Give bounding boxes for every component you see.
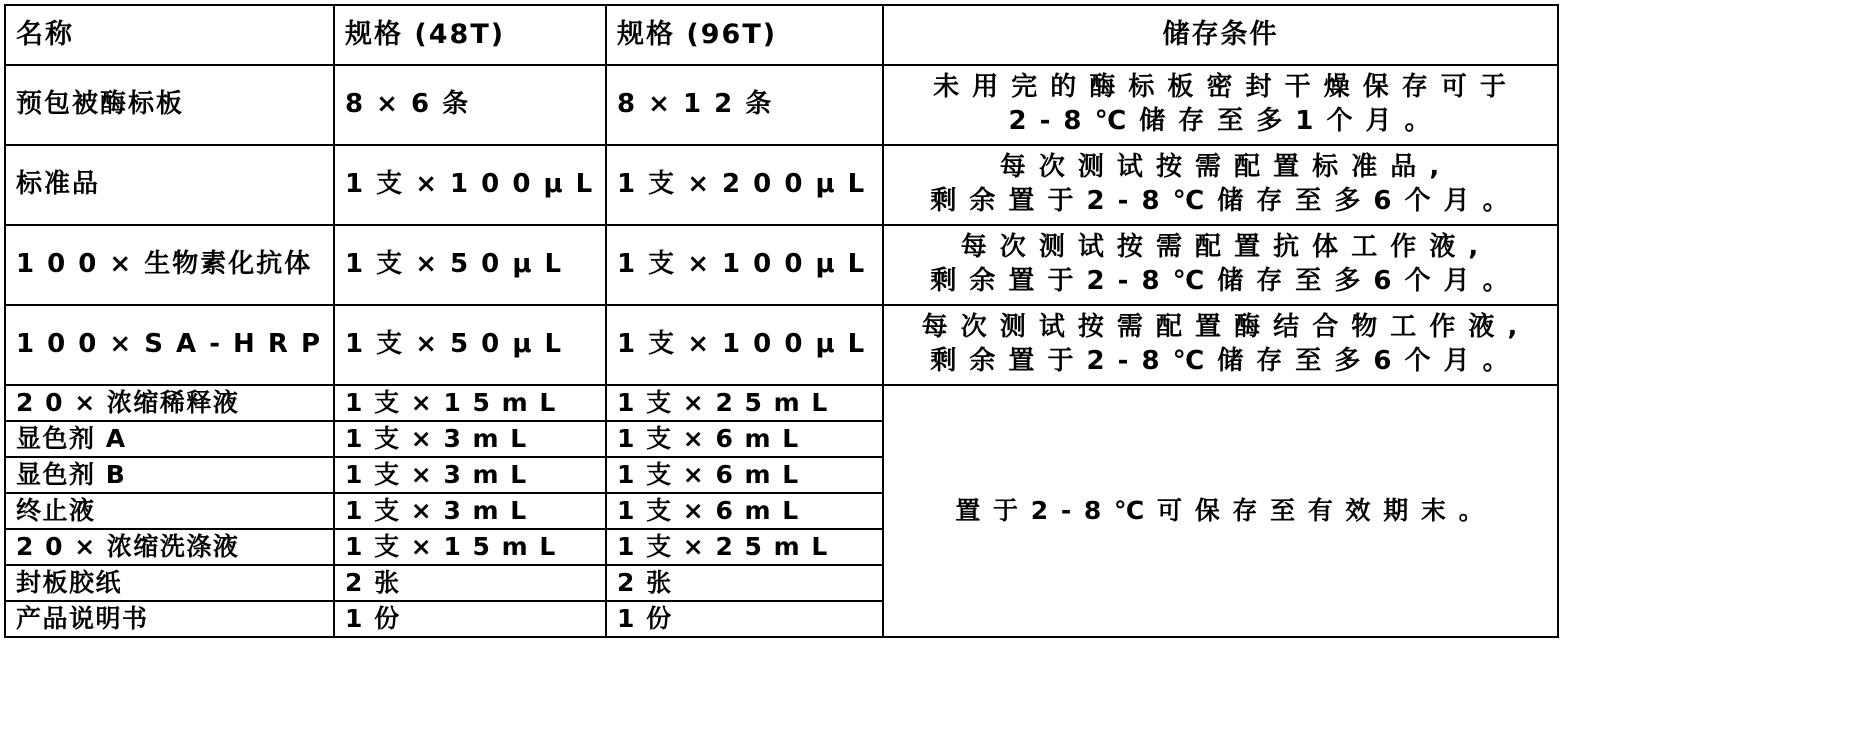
column-header-name: 名称 [5, 5, 334, 65]
cell-spec-48t: 1 支 × 1 5 m L [334, 529, 606, 565]
column-header-storage: 储存条件 [883, 5, 1558, 65]
cell-spec-96t: 2 张 [606, 565, 883, 601]
cell-spec-48t: 1 支 × 3 m L [334, 457, 606, 493]
cell-name: 产品说明书 [5, 601, 334, 637]
cell-spec-96t: 8 × 1 2 条 [606, 65, 883, 145]
cell-name: 1 0 0 × S A - H R P [5, 305, 334, 385]
cell-name: 标准品 [5, 145, 334, 225]
table-header [5, 5, 1558, 65]
column-header-spec-96t: 规格 (96T) [606, 5, 883, 65]
cell-spec-48t: 1 支 × 5 0 μ L [334, 305, 606, 385]
cell-spec-48t: 2 张 [334, 565, 606, 601]
cell-name: 2 0 × 浓缩洗涤液 [5, 529, 334, 565]
storage-line-1: 未 用 完 的 酶 标 板 密 封 干 燥 保 存 可 于 [933, 72, 1508, 103]
table-body [5, 65, 1558, 637]
table-row [5, 305, 1558, 385]
cell-name: 显色剂 B [5, 457, 334, 493]
kit-components-table [4, 4, 1559, 638]
table-header-row [5, 5, 1558, 65]
cell-spec-48t: 1 份 [334, 601, 606, 637]
storage-line-1: 每 次 测 试 按 需 配 置 抗 体 工 作 液 , [960, 232, 1481, 263]
cell-spec-48t: 1 支 × 1 5 m L [334, 385, 606, 421]
cell-storage [883, 225, 1558, 305]
cell-spec-96t: 1 支 × 1 0 0 μ L [606, 305, 883, 385]
document-page [0, 4, 1875, 751]
cell-spec-96t: 1 支 × 2 5 m L [606, 385, 883, 421]
cell-storage [883, 305, 1558, 385]
table-row [5, 65, 1558, 145]
storage-line-1: 每 次 测 试 按 需 配 置 标 准 品 , [999, 152, 1442, 183]
storage-line-2: 剩 余 置 于 2 - 8 ℃ 储 存 至 多 6 个 月 。 [930, 186, 1511, 216]
cell-storage [883, 145, 1558, 225]
cell-spec-48t: 8 × 6 条 [334, 65, 606, 145]
cell-name: 封板胶纸 [5, 565, 334, 601]
cell-spec-48t: 1 支 × 3 m L [334, 421, 606, 457]
table-row [5, 385, 1558, 421]
storage-line-2: 剩 余 置 于 2 - 8 ℃ 储 存 至 多 6 个 月 。 [930, 346, 1511, 376]
column-header-spec-48t: 规格 (48T) [334, 5, 606, 65]
cell-storage [883, 65, 1558, 145]
cell-spec-96t: 1 支 × 6 m L [606, 457, 883, 493]
cell-spec-96t: 1 支 × 6 m L [606, 493, 883, 529]
cell-spec-48t: 1 支 × 1 0 0 μ L [334, 145, 606, 225]
cell-spec-96t: 1 份 [606, 601, 883, 637]
cell-spec-96t: 1 支 × 1 0 0 μ L [606, 225, 883, 305]
cell-storage-merged: 置 于 2 - 8 ℃ 可 保 存 至 有 效 期 末 。 [883, 385, 1558, 637]
storage-line-1: 每 次 测 试 按 需 配 置 酶 结 合 物 工 作 液 , [921, 312, 1520, 343]
table-row [5, 145, 1558, 225]
cell-name: 2 0 × 浓缩稀释液 [5, 385, 334, 421]
storage-line-2: 剩 余 置 于 2 - 8 ℃ 储 存 至 多 6 个 月 。 [930, 266, 1511, 296]
cell-spec-48t: 1 支 × 5 0 μ L [334, 225, 606, 305]
cell-spec-96t: 1 支 × 2 5 m L [606, 529, 883, 565]
cell-name: 预包被酶标板 [5, 65, 334, 145]
cell-name: 终止液 [5, 493, 334, 529]
storage-line-2: 2 - 8 ℃ 储 存 至 多 1 个 月 。 [1008, 106, 1433, 136]
cell-spec-48t: 1 支 × 3 m L [334, 493, 606, 529]
table-row [5, 225, 1558, 305]
cell-name: 显色剂 A [5, 421, 334, 457]
cell-spec-96t: 1 支 × 6 m L [606, 421, 883, 457]
cell-spec-96t: 1 支 × 2 0 0 μ L [606, 145, 883, 225]
cell-name: 1 0 0 × 生物素化抗体 [5, 225, 334, 305]
